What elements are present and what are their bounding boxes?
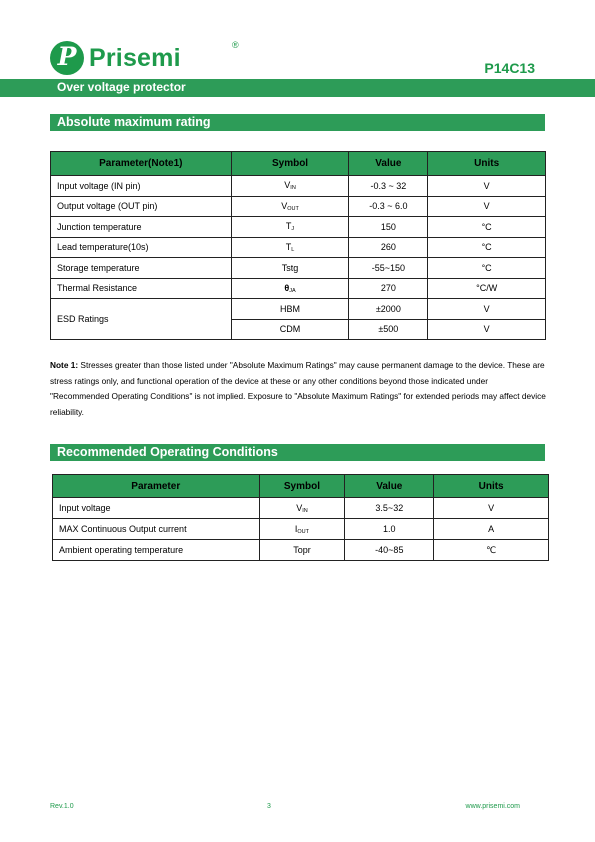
table-row	[51, 299, 546, 320]
parameter-cell: ESD Ratings	[51, 299, 232, 340]
symbol-cell: $V_{IN}$	[231, 176, 349, 197]
value-cell: -40~85	[345, 540, 434, 561]
unit-cell: A	[434, 519, 549, 540]
table-row	[51, 278, 546, 299]
footer-website-link[interactable]: www.prisemi.com	[465, 803, 520, 810]
footer-revision: Rev.1.0	[50, 803, 74, 810]
unit-cell: °C/W	[428, 278, 546, 299]
prisemi-logo	[50, 40, 239, 76]
column-header: Symbol	[259, 475, 345, 498]
value-cell: 270	[349, 278, 428, 299]
symbol-cell: $T_L$	[231, 237, 349, 258]
table-row	[51, 196, 546, 217]
symbol-cell: Topr	[259, 540, 345, 561]
symbol-cell: $V_{OUT}$	[231, 196, 349, 217]
unit-cell: V	[428, 319, 546, 340]
section-title-absolute-maximum: Absolute maximum rating	[50, 114, 545, 131]
symbol-cell: $\theta_{JA}$	[231, 278, 349, 299]
column-header: Units	[434, 475, 549, 498]
table-row	[51, 176, 546, 197]
parameter-cell: MAX Continuous Output current	[53, 519, 260, 540]
parameter-cell: Lead temperature(10s)	[51, 237, 232, 258]
parameter-cell: Ambient operating temperature	[53, 540, 260, 561]
value-cell: 3.5~32	[345, 498, 434, 519]
value-cell: -0.3 ~ 6.0	[349, 196, 428, 217]
symbol-cell: CDM	[231, 319, 349, 340]
symbol-cell: $V_{IN}$	[259, 498, 345, 519]
column-header: Value	[349, 152, 428, 176]
unit-cell: °C	[428, 258, 546, 279]
parameter-cell: Thermal Resistance	[51, 278, 232, 299]
value-cell: 260	[349, 237, 428, 258]
table-row	[51, 258, 546, 279]
unit-cell: °C	[428, 217, 546, 238]
table-row	[51, 217, 546, 238]
table-row	[51, 237, 546, 258]
absolute-maximum-table	[50, 151, 546, 340]
value-cell: -55~150	[349, 258, 428, 279]
part-number: P14C13	[484, 60, 535, 76]
unit-cell: V	[428, 299, 546, 320]
value-cell: -0.3 ~ 32	[349, 176, 428, 197]
column-header: Symbol	[231, 152, 349, 176]
value-cell: ±500	[349, 319, 428, 340]
column-header: Units	[428, 152, 546, 176]
note-label: Note 1:	[50, 360, 79, 370]
unit-cell: °C	[428, 237, 546, 258]
registered-mark: ®	[232, 40, 239, 50]
table-row	[53, 519, 549, 540]
parameter-cell: Input voltage (IN pin)	[51, 176, 232, 197]
table-header-row	[53, 475, 549, 498]
recommended-operating-table	[52, 474, 549, 561]
column-header: Parameter(Note1)	[51, 152, 232, 176]
value-cell: 1.0	[345, 519, 434, 540]
unit-cell: V	[434, 498, 549, 519]
unit-cell: V	[428, 176, 546, 197]
parameter-cell: Storage temperature	[51, 258, 232, 279]
document-subtitle: Over voltage protector	[57, 80, 186, 94]
symbol-cell: $T_J$	[231, 217, 349, 238]
footer-page-number: 3	[267, 803, 271, 810]
logo-mark-icon: P	[50, 41, 84, 75]
unit-cell: ℃	[434, 540, 549, 561]
symbol-cell: $I_{OUT}$	[259, 519, 345, 540]
parameter-cell: Input voltage	[53, 498, 260, 519]
section-title-recommended-operating: Recommended Operating Conditions	[50, 444, 545, 461]
unit-cell: V	[428, 196, 546, 217]
value-cell: 150	[349, 217, 428, 238]
note-1	[50, 358, 546, 420]
note-text: Stresses greater than those listed under "Absolute Maximum Ratings" may cause permanent damage to the device. These are stress ratings only, and functional operation of the device at these or any other conditions beyond those indicated under "Recommended Operating Conditions" is not implied. Exposure to "Absolute Maximum Ratings" for extended periods may affect device reliability.	[50, 360, 546, 417]
symbol-cell: Tstg	[231, 258, 349, 279]
parameter-cell: Junction temperature	[51, 217, 232, 238]
table-header-row	[51, 152, 546, 176]
column-header: Value	[345, 475, 434, 498]
value-cell: ±2000	[349, 299, 428, 320]
table-row	[53, 498, 549, 519]
brand-name: Prisemi	[89, 43, 181, 72]
symbol-cell: HBM	[231, 299, 349, 320]
header-bar	[0, 79, 595, 97]
table-row	[53, 540, 549, 561]
column-header: Parameter	[53, 475, 260, 498]
parameter-cell: Output voltage (OUT pin)	[51, 196, 232, 217]
